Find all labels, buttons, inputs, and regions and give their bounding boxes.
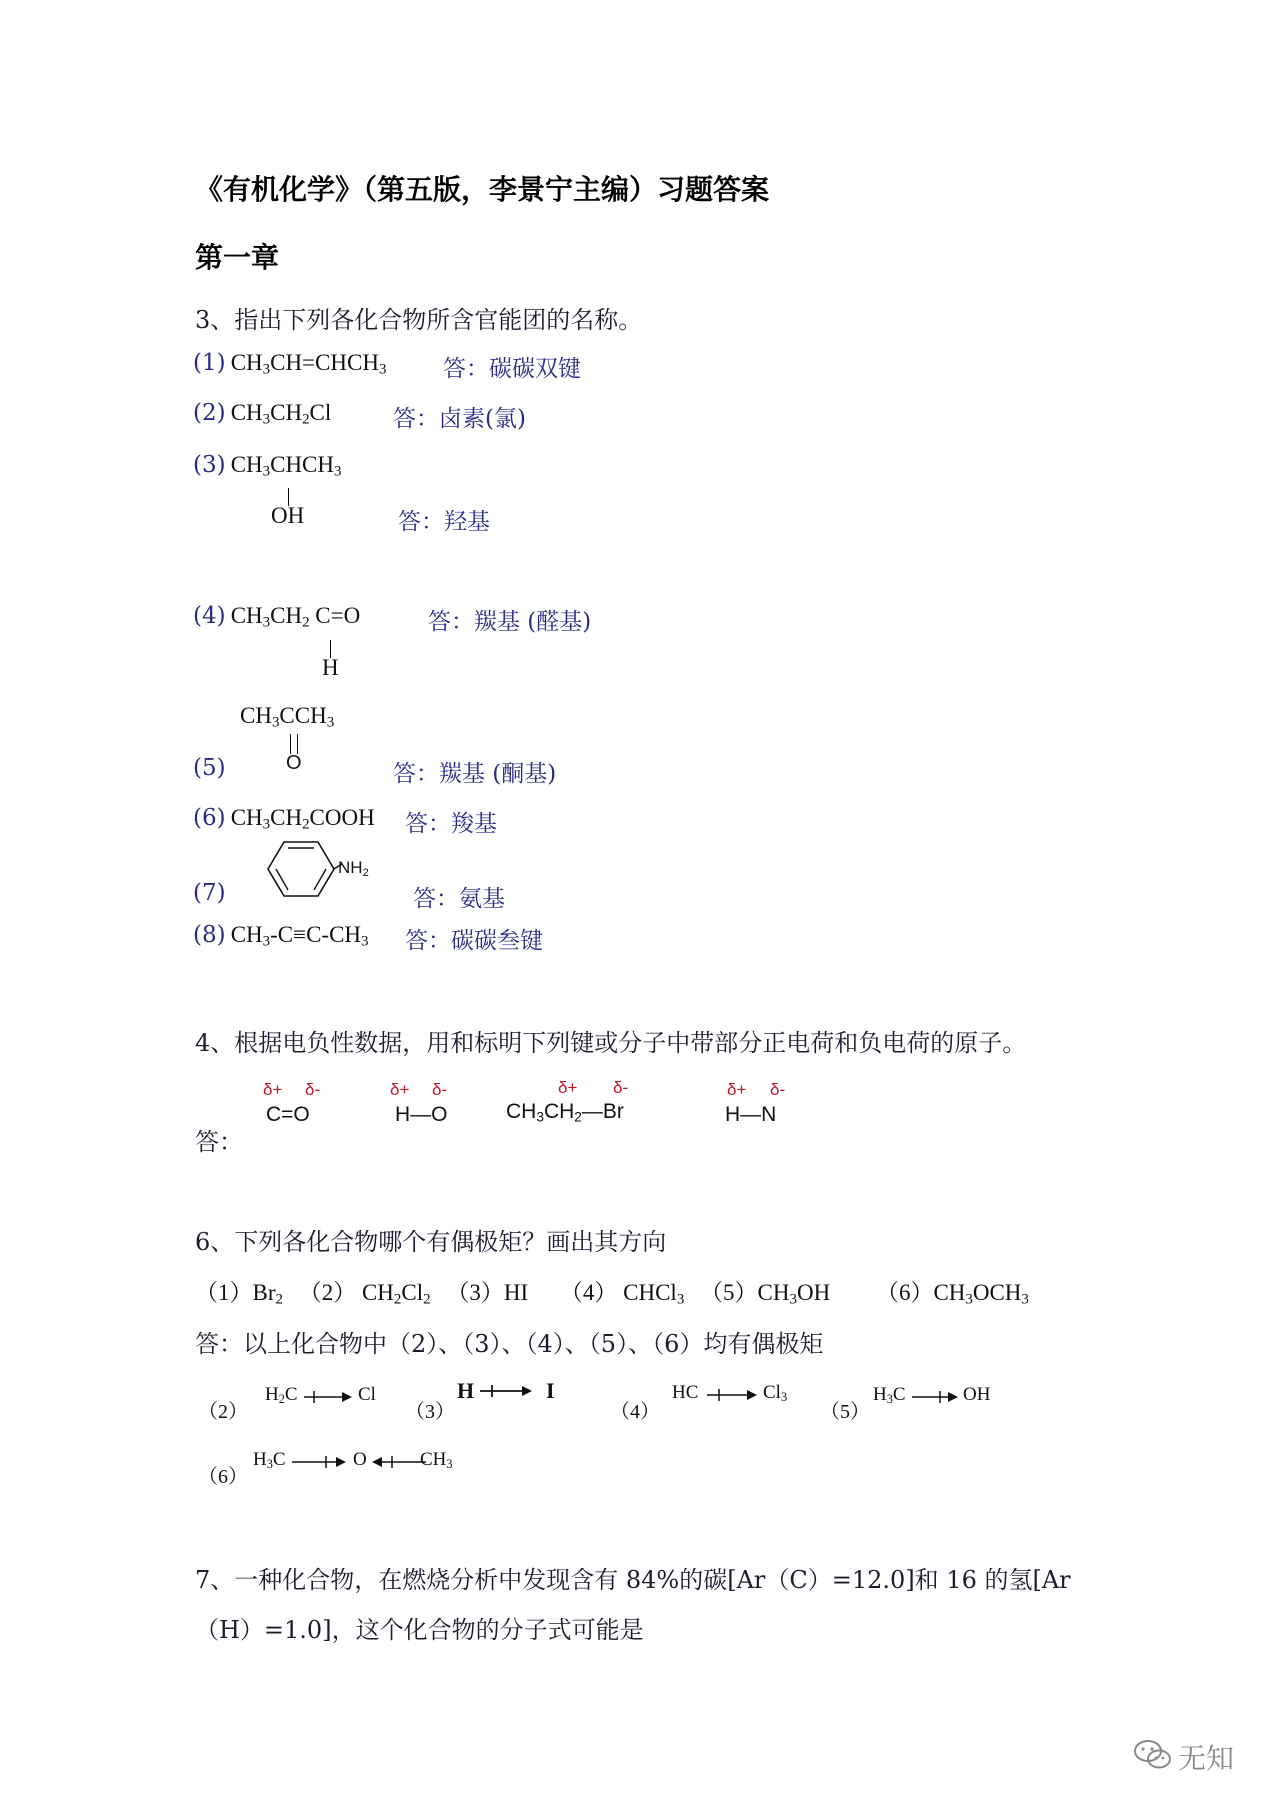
dipole-left: $H_3C$ bbox=[873, 1384, 906, 1407]
q3-formula-5: $CH_3CCH_3$ bbox=[240, 703, 335, 731]
compound-5: $(5)CH_3OH$ bbox=[700, 1280, 831, 1308]
substituent: OH bbox=[271, 503, 305, 528]
delta-plus: δ+ bbox=[390, 1080, 410, 1099]
wechat-logo-icon bbox=[1133, 1738, 1173, 1772]
compound-4: （4） CHCl$_3$ bbox=[559, 1280, 685, 1308]
delta-minus: δ- bbox=[770, 1080, 786, 1099]
dipole-middle: O bbox=[353, 1449, 367, 1470]
chapter-heading: 第一章 bbox=[195, 241, 280, 274]
dipole-arrow-icon bbox=[290, 1454, 350, 1470]
double-bond bbox=[290, 734, 298, 754]
q3-item-2 bbox=[193, 400, 331, 426]
dipole-right: $Cl_3$ bbox=[763, 1382, 788, 1405]
question-7-line-1: 7、一种化合物，在燃烧分析中发现含有 84%的碳[Ar（C）=12.0]和 16 的氢[Ar bbox=[195, 1566, 1071, 1594]
dipole-right: Cl bbox=[358, 1384, 376, 1405]
bond-h-o: H—O bbox=[395, 1103, 448, 1126]
amino-group: $NH_2$ bbox=[338, 858, 369, 879]
formula: $CH_3-C\equiv C-CH_3$ bbox=[230, 922, 369, 950]
delta-plus: δ+ bbox=[558, 1078, 578, 1097]
formula: $CH_3CH_2Cl$ bbox=[230, 400, 332, 428]
item-number: (7) bbox=[193, 880, 226, 906]
dipole-left: $H_3C$ bbox=[253, 1449, 286, 1472]
q3-item-1 bbox=[193, 350, 386, 376]
delta-plus: δ+ bbox=[727, 1080, 747, 1099]
item-number: (8) bbox=[193, 922, 226, 948]
dipole-label: （3） bbox=[405, 1401, 455, 1423]
q3-answer-3: 答：羟基 bbox=[398, 509, 490, 535]
substituent: O bbox=[286, 752, 302, 774]
q3-item-3 bbox=[193, 452, 341, 478]
formula: $CH_3CH_2COOH$ bbox=[230, 805, 375, 833]
compound-3: （3）HI bbox=[446, 1280, 529, 1305]
formula: $CH_3CH=CHCH_3$ bbox=[230, 350, 387, 378]
watermark-text: 无知 bbox=[1178, 1742, 1235, 1775]
q3-answer-1: 答：碳碳双键 bbox=[443, 356, 581, 382]
delta-minus: δ- bbox=[305, 1080, 321, 1099]
question-4-prompt: 4、根据电负性数据，用和标明下列键或分子中带部分正电荷和负电荷的原子。 bbox=[195, 1029, 1027, 1057]
delta-plus: δ+ bbox=[263, 1080, 283, 1099]
q3-item-6 bbox=[193, 805, 375, 831]
question-3-prompt: 3、指出下列各化合物所含官能团的名称。 bbox=[195, 306, 643, 334]
compound-2: （2） $CH_2Cl_2$ bbox=[298, 1280, 431, 1308]
delta-minus: δ- bbox=[432, 1080, 448, 1099]
dipole-arrow-icon bbox=[910, 1389, 960, 1405]
q3-answer-6: 答：羧基 bbox=[405, 811, 497, 837]
q3-answer-5: 答：羰基 (酮基) bbox=[393, 761, 557, 787]
dipole-label: （5） bbox=[820, 1401, 870, 1423]
item-number: (1) bbox=[193, 350, 226, 376]
compound-list bbox=[195, 1274, 1029, 1307]
bond-c-br: $CH_3CH_2—Br$ bbox=[506, 1100, 624, 1125]
formula: $CH_3CH_2$ C=O bbox=[230, 603, 361, 631]
answer-label: 答： bbox=[195, 1128, 243, 1156]
q3-answer-8: 答：碳碳叁键 bbox=[405, 928, 543, 954]
item-number: (3) bbox=[193, 452, 226, 478]
substituent: H bbox=[322, 655, 339, 680]
bond-c-o: C=O bbox=[266, 1103, 310, 1126]
dipole-arrow-icon bbox=[478, 1383, 534, 1399]
q3-item-4 bbox=[193, 603, 360, 629]
item-number: (4) bbox=[193, 603, 226, 629]
delta-minus: δ- bbox=[613, 1078, 629, 1097]
q3-answer-2: 答：卤素(氯) bbox=[393, 406, 526, 432]
dipole-left: H bbox=[457, 1378, 475, 1403]
q3-item-8 bbox=[193, 922, 369, 948]
question-6-prompt: 6、下列各化合物哪个有偶极矩？画出其方向 bbox=[195, 1228, 667, 1256]
page-title: 《有机化学》（第五版，李景宁主编）习题答案 bbox=[195, 173, 770, 206]
dipole-right: $CH_3$ bbox=[420, 1449, 453, 1472]
benzene-ring-icon bbox=[268, 842, 334, 896]
question-7-line-2: （H）=1.0]，这个化合物的分子式可能是 bbox=[195, 1616, 644, 1644]
dipole-label: （4） bbox=[610, 1401, 660, 1423]
question-6-answer: 答：以上化合物中（2）、（3）、（4）、（5）、（6）均有偶极矩 bbox=[195, 1330, 824, 1358]
item-number: (6) bbox=[193, 805, 226, 831]
q3-answer-7: 答：氨基 bbox=[413, 886, 505, 912]
dipole-left: $H_2C$ bbox=[265, 1384, 298, 1407]
dipole-right: I bbox=[546, 1378, 555, 1403]
compound-1: $(1)Br_2$ bbox=[195, 1280, 283, 1308]
compound-6: $(6)CH_3OCH_3$ bbox=[875, 1280, 1029, 1308]
dipole-left: HC bbox=[672, 1382, 699, 1403]
dipole-label: （2） bbox=[198, 1401, 248, 1423]
item-number: (5) bbox=[193, 755, 226, 781]
dipole-arrow-icon bbox=[705, 1387, 759, 1403]
dipole-right: OH bbox=[963, 1384, 991, 1405]
formula: $CH_3CHCH_3$ bbox=[230, 452, 342, 480]
dipole-label: （6） bbox=[198, 1466, 248, 1488]
item-number: (2) bbox=[193, 400, 226, 426]
bond-h-n: H—N bbox=[725, 1103, 777, 1126]
q3-answer-4: 答：羰基 (醛基) bbox=[428, 609, 592, 635]
dipole-arrow-icon bbox=[302, 1389, 354, 1405]
